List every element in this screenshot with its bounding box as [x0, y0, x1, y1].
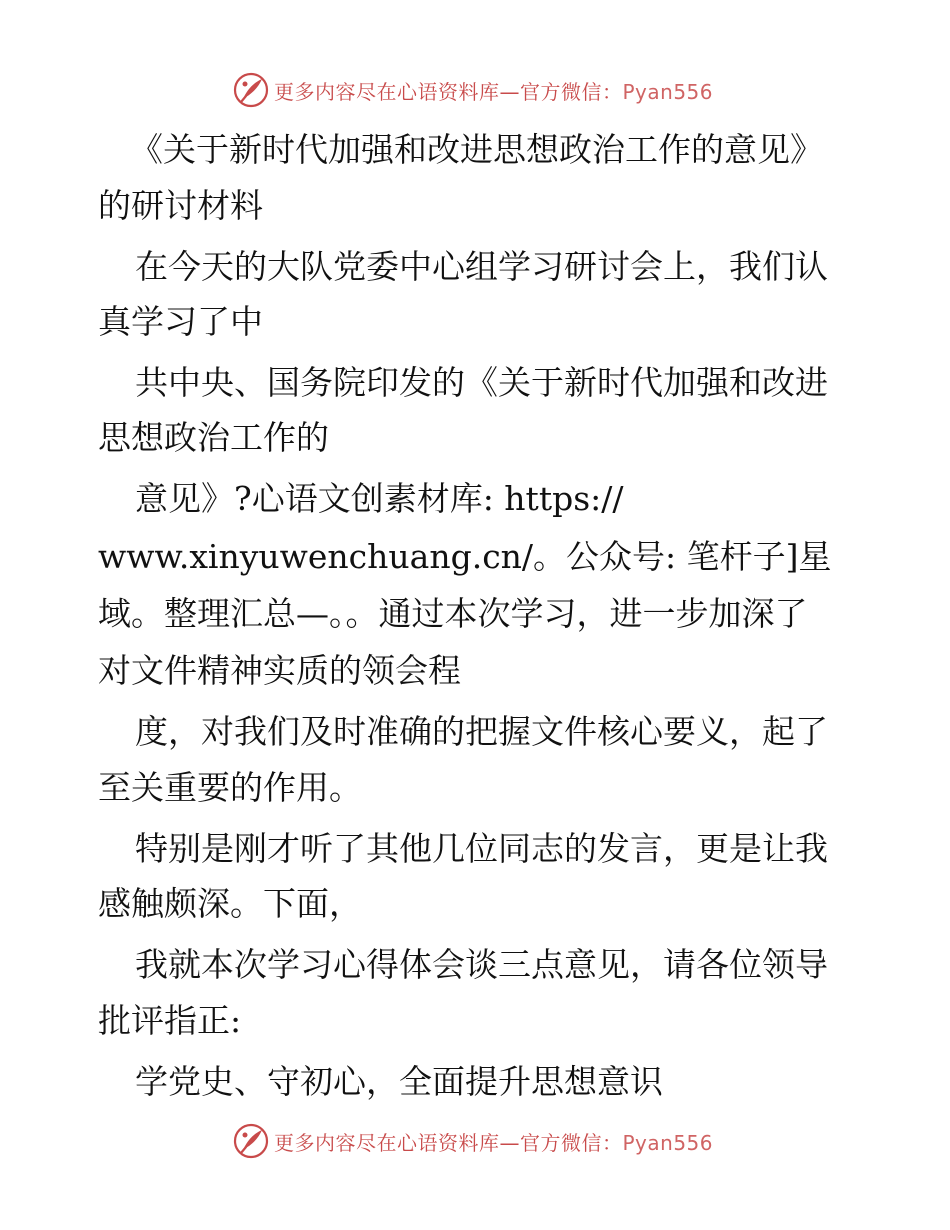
text-line: 度，对我们及时准确的把握文件核心要义，起了	[135, 712, 828, 751]
watermark-wechat-id: Pyan556	[622, 80, 714, 104]
watermark-text	[274, 1127, 713, 1156]
text-line: 对文件精神实质的领会程	[98, 651, 461, 690]
watermark-dash: —	[499, 80, 520, 104]
text-line: 至关重要的作用。	[98, 768, 362, 807]
text-line: 思想政治工作的	[98, 418, 329, 457]
text-line: 学党史、守初心，全面提升思想意识	[135, 1062, 663, 1101]
text-line: www.xinyuwenchuang.cn/。公众号: 笔杆子]星	[98, 537, 832, 576]
text-line: 真学习了中	[98, 302, 263, 341]
watermark-main-text: 更多内容尽在心语资料库	[274, 1131, 500, 1155]
text-line: 在今天的大队党委中心组学习研讨会上，我们认	[135, 247, 828, 286]
text-line: 的研讨材料	[98, 186, 263, 225]
text-line: 域。整理汇总—。。通过本次学习，进一步加深了	[98, 594, 808, 633]
text-line: 感触颇深。下面，	[98, 884, 362, 923]
watermark-suffix-text: 官方微信：	[520, 80, 623, 104]
text-line: 意见》?心语文创素材库: https://	[135, 479, 624, 518]
text-line: 共中央、国务院印发的《关于新时代加强和改进	[135, 363, 828, 402]
text-line: 《关于新时代加强和改进思想政治工作的意见》	[130, 130, 823, 169]
text-line: 特别是刚才听了其他几位同志的发言，更是让我	[135, 829, 828, 868]
watermark-dash: —	[499, 1131, 520, 1155]
watermark-wechat-id: Pyan556	[622, 1131, 714, 1155]
quill-pen-logo-icon	[233, 1123, 269, 1159]
text-line: 我就本次学习心得体会谈三点意见，请各位领导	[135, 945, 828, 984]
text-line: 批评指正:	[98, 1001, 242, 1040]
footer-watermark	[0, 1121, 950, 1161]
watermark-suffix-text: 官方微信：	[520, 1131, 623, 1155]
watermark-main-text: 更多内容尽在心语资料库	[274, 80, 500, 104]
